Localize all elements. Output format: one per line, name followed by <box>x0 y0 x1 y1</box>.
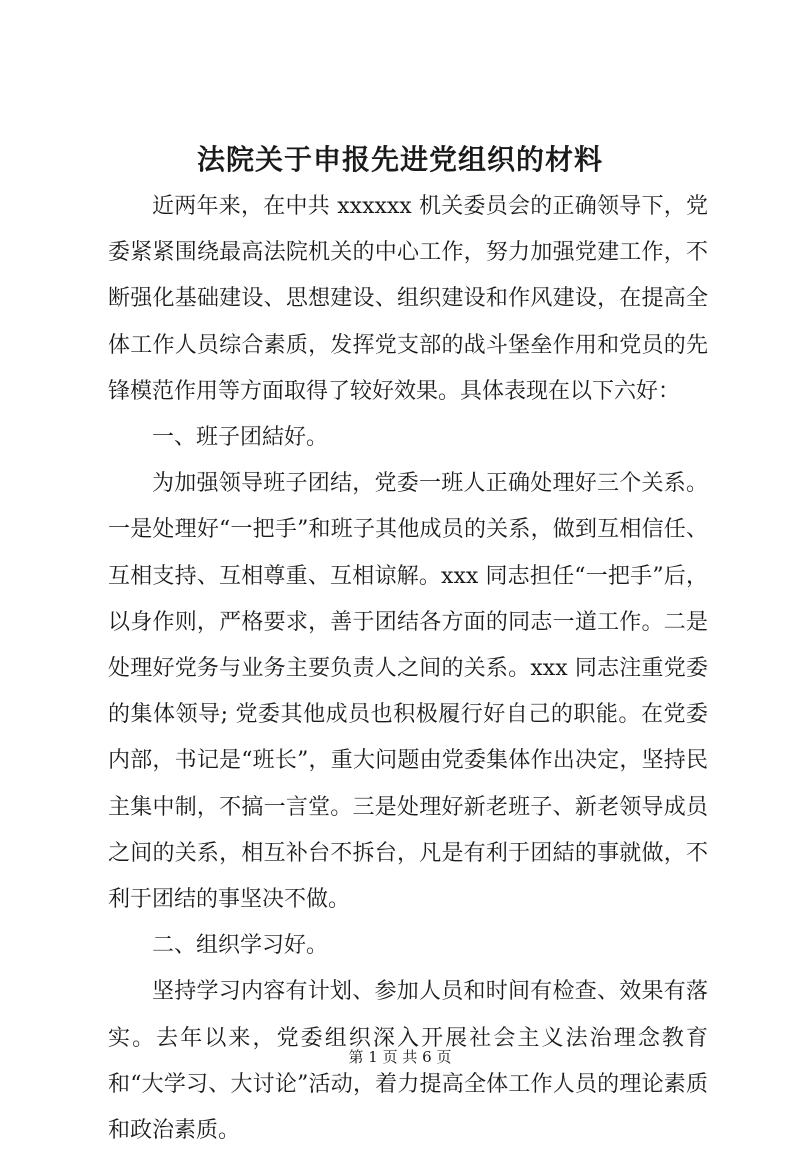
section-heading-2: 二、组织学习好。 <box>152 933 329 959</box>
body-paragraph-study: 坚持学习内容有计划、参加人员和时间有检查、效果有落实。去年以来，党委组织深入开展社会主义法治理念教育和“大学习、大讨论”活动，着力提高全体工作人员的理论素质和政治素质。 <box>108 979 708 1144</box>
section-heading-1: 一、班子团結好。 <box>152 425 329 451</box>
document-body <box>108 184 708 1154</box>
document-title: 法院关于申报先进党组织的材料 <box>196 143 603 176</box>
page-footer: 第 1 页 共 6 页 <box>348 1048 452 1066</box>
body-paragraph-intro: 近两年来，在中共 xxxxxx 机关委员会的正确领导下，党委紧紧围绕最高法院机关的中心工作，努力加强党建工作，不断强化基础建设、思想建设、组织建设和作风建设，在提高全体工作人员综合素质，发挥党支部的战斗堡垒作用和党员的先锋模范作用等方面取得了较好效果。具体表现在以下六好： <box>108 194 708 404</box>
body-paragraph-team-unity: 为加强领导班子团结，党委一班人正确处理好三个关系。一是处理好“一把手”和班子其他成员的关系，做到互相信任、互相支持、互相尊重、互相谅解。xxx 同志担任“一把手”后，以身作则，严格要求，善于团结各方面的同志一道工作。二是处理好党务与业务主要负责人之间的关系。xxx 同志注重党委的集体领导; 党委其他成员也积极履行好自己的职能。在党委内部，书记是“班长”，重大问题由党委集体作出决定，坚持民主集中制，不搞一言堂。三是处理好新老班子、新老领导成员之间的关系，相互补台不拆台，凡是有利于团結的事就做，不利于团结的事坚决不做。 <box>108 471 708 913</box>
